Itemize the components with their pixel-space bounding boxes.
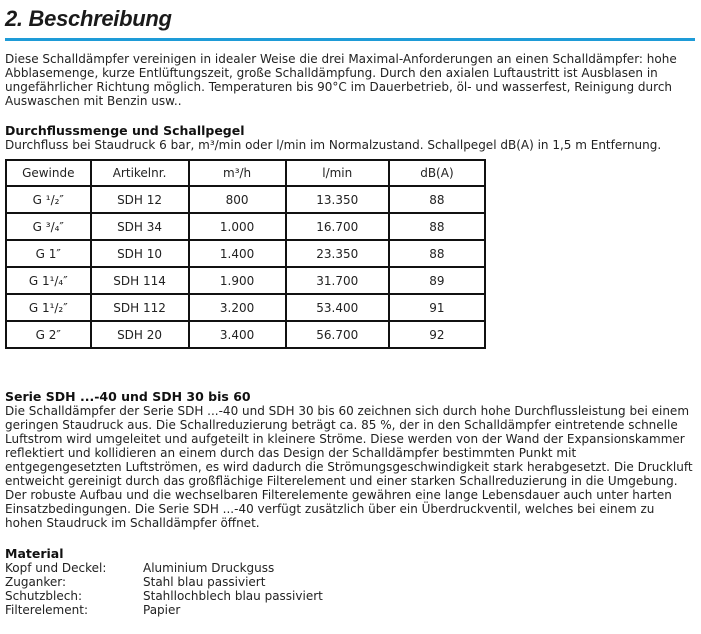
cell-gewinde: G 2″ xyxy=(6,321,91,348)
cell-gewinde: G 1¹/₂″ xyxy=(6,294,91,321)
cell-dba: 88 xyxy=(389,240,485,267)
cell-gewinde: G 1¹/₄″ xyxy=(6,267,91,294)
flow-table xyxy=(5,159,486,349)
table-row xyxy=(6,321,485,348)
table-header-row xyxy=(6,160,485,186)
serie-paragraph: Die Schalldämpfer der Serie SDH ...-40 und SDH 30 bis 60 zeichnen sich durch hohe Durchflussleistung bei einem geringen Staudruck aus. Die Schallreduzierung beträgt ca. 85 %, der in den Schalldämpfer eintretende schnelle Luftstrom wird umgeleitet und aufgeteilt in kleinere Ströme. Diese werden von der Wand der Expansionskammer reflektiert und kollidieren an einem durch das Design der Schalldämpfer bestimmten Punkt mit entgegengesetzten Luftströmen, es wird dadurch die Strömungsgeschwindigkeit stark herabgesetzt. Die Druckluft entweicht gereinigt durch das großflächige Filterelement und einer starken Schallreduzierung in die Umgebung. Der robuste Aufbau und die wechselbaren Filterelemente gewähren eine lange Lebensdauer auch unter harten Einsatzbedingungen. Die Serie SDH ...-40 verfügt zusätzlich über ein Überdruckventil, welches bei einem zu hohen Staudruck im Schalldämpfer öffnet. xyxy=(5,404,693,530)
cell-artikelnr: SDH 12 xyxy=(91,186,189,213)
cell-dba: 88 xyxy=(389,213,485,240)
cell-lmin: 16.700 xyxy=(286,213,389,240)
cell-dba: 89 xyxy=(389,267,485,294)
material-title: Material xyxy=(5,546,64,561)
material-label: Filterelement: xyxy=(5,603,88,617)
section-title: 2. Beschreibung xyxy=(5,6,172,31)
material-value: Aluminium Druckguss xyxy=(143,561,275,575)
material-row xyxy=(5,589,695,603)
table-row xyxy=(6,267,485,294)
material-value: Papier xyxy=(143,603,181,617)
table-row xyxy=(6,294,485,321)
cell-m3h: 3.200 xyxy=(189,294,286,321)
header-dba: dB(A) xyxy=(389,160,485,186)
serie-section xyxy=(5,390,695,530)
header-artikelnr: Artikelnr. xyxy=(91,160,189,186)
material-value: Stahl blau passiviert xyxy=(143,575,266,589)
cell-m3h: 3.400 xyxy=(189,321,286,348)
material-label: Schutzblech: xyxy=(5,589,83,603)
material-row xyxy=(5,575,695,589)
material-section xyxy=(5,547,695,617)
section-heading xyxy=(5,0,695,41)
flow-subtitle: Durchfluss bei Staudruck 6 bar, m³/min oder l/min im Normalzustand. Schallpegel dB(A) in 1,5 m Entfernung. xyxy=(5,138,662,152)
cell-gewinde: G ³/₄″ xyxy=(6,213,91,240)
table-row xyxy=(6,186,485,213)
flow-title: Durchflussmenge und Schallpegel xyxy=(5,123,245,138)
cell-lmin: 23.350 xyxy=(286,240,389,267)
document-page xyxy=(5,0,695,617)
cell-dba: 92 xyxy=(389,321,485,348)
material-row xyxy=(5,561,695,575)
table-row xyxy=(6,240,485,267)
cell-dba: 88 xyxy=(389,186,485,213)
material-value: Stahllochblech blau passiviert xyxy=(143,589,323,603)
cell-artikelnr: SDH 114 xyxy=(91,267,189,294)
cell-gewinde: G ¹/₂″ xyxy=(6,186,91,213)
material-row xyxy=(5,603,695,617)
intro-paragraph: Diese Schalldämpfer vereinigen in idealer Weise die drei Maximal-Anforderungen an einen Schalldämpfer: hohe Abblasemenge, kurze Entlüftungszeit, große Schalldämpfung. Durch den axialen Luftaustritt ist Ausblasen in ungefährlicher Richtung möglich. Temperaturen bis 90°C im Dauerbetrieb, öl- und wasserfest, Reinigung durch Auswaschen mit Benzin usw.. xyxy=(5,52,677,108)
header-m3h: m³/h xyxy=(189,160,286,186)
table-row xyxy=(6,213,485,240)
flow-section xyxy=(5,124,695,349)
cell-lmin: 13.350 xyxy=(286,186,389,213)
header-lmin: l/min xyxy=(286,160,389,186)
cell-m3h: 800 xyxy=(189,186,286,213)
material-label: Kopf und Deckel: xyxy=(5,561,107,575)
cell-artikelnr: SDH 20 xyxy=(91,321,189,348)
cell-artikelnr: SDH 112 xyxy=(91,294,189,321)
cell-artikelnr: SDH 34 xyxy=(91,213,189,240)
cell-lmin: 56.700 xyxy=(286,321,389,348)
cell-m3h: 1.400 xyxy=(189,240,286,267)
material-label: Zuganker: xyxy=(5,575,67,589)
cell-gewinde: G 1″ xyxy=(6,240,91,267)
cell-m3h: 1.900 xyxy=(189,267,286,294)
cell-lmin: 53.400 xyxy=(286,294,389,321)
cell-dba: 91 xyxy=(389,294,485,321)
serie-title: Serie SDH ...-40 und SDH 30 bis 60 xyxy=(5,389,251,404)
header-gewinde: Gewinde xyxy=(6,160,91,186)
cell-m3h: 1.000 xyxy=(189,213,286,240)
cell-artikelnr: SDH 10 xyxy=(91,240,189,267)
cell-lmin: 31.700 xyxy=(286,267,389,294)
